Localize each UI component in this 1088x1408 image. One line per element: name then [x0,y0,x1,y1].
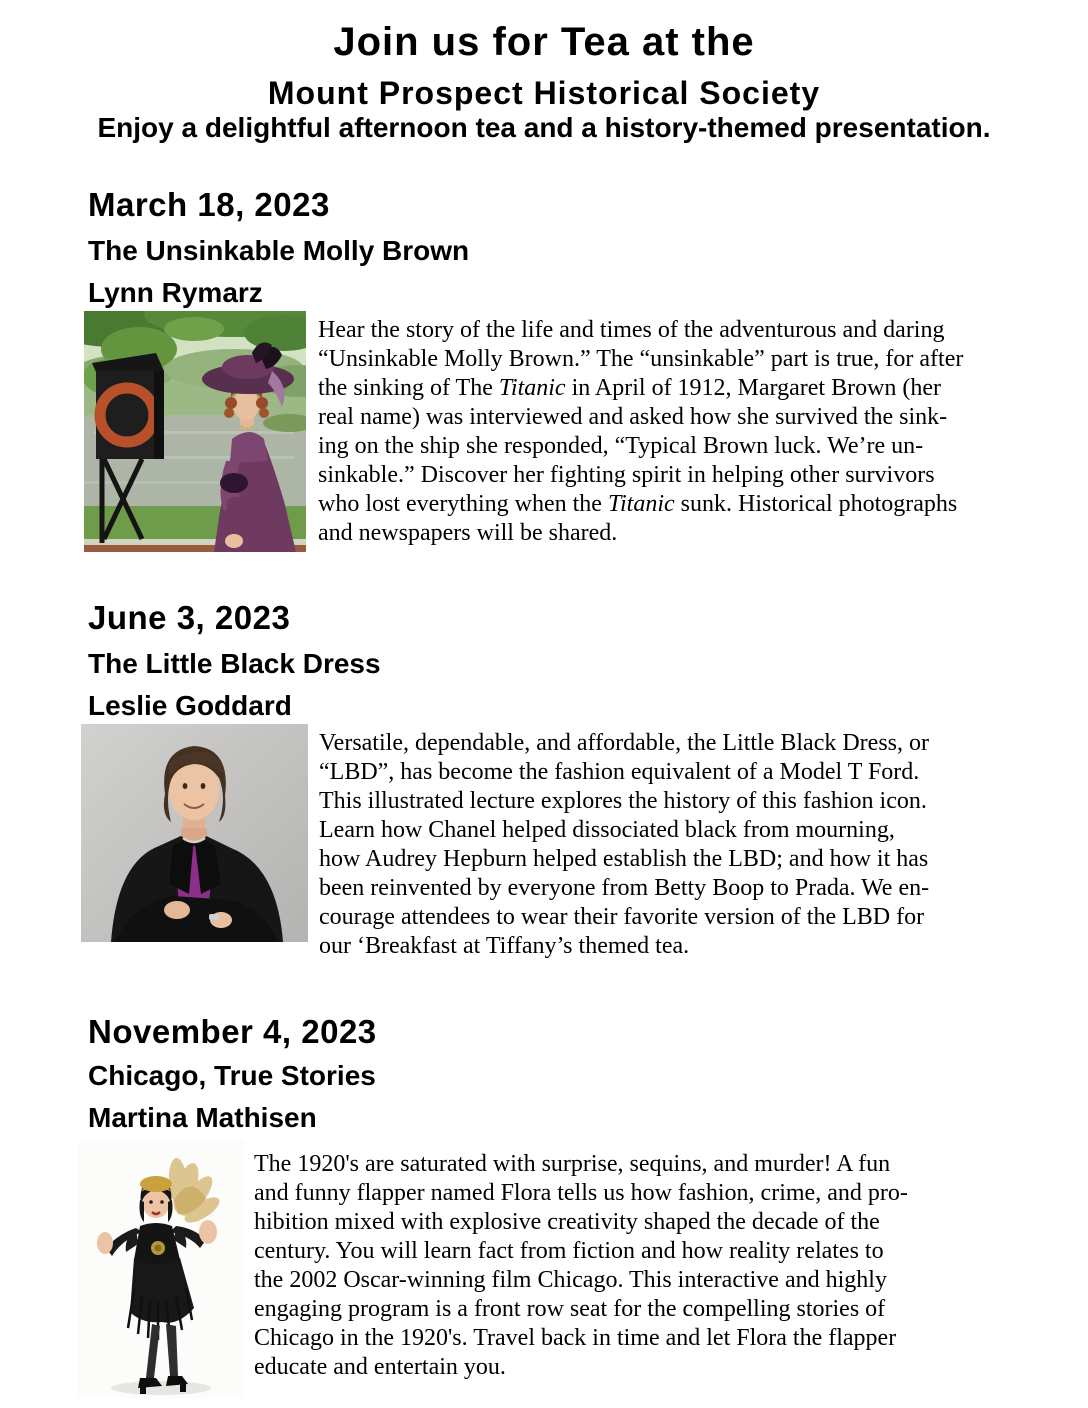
description-line: and funny flapper named Flora tells us how fashion, crime, and pro- [254,1180,908,1206]
description-line: sinkable.” Discover her fighting spirit in helping other survivors [318,462,935,488]
description-line: century. You will learn fact from fiction and how reality relates to [254,1238,884,1264]
molly-brown-photo [84,311,306,552]
description-line: our ‘Breakfast at Tiffany’s themed tea. [319,933,690,959]
description-line: hibition mixed with explosive creativity shaped the decade of the [254,1209,880,1235]
description-line: engaging program is a front row seat for the compelling stories of [254,1296,886,1322]
event-title: The Unsinkable Molly Brown [88,235,470,266]
event-speaker: Lynn Rymarz [88,277,263,308]
event-title: Chicago, True Stories [88,1060,376,1091]
description-line: Versatile, dependable, and affordable, the Little Black Dress, or [319,730,929,756]
molly-brown-photo-illustration [84,311,306,552]
description-line: who lost everything when the Titanic sunk. Historical photographs [318,491,958,517]
description-line: been reinvented by everyone from Betty Boop to Prada. We en- [319,875,930,901]
flyer-title: Join us for Tea at the [333,20,755,64]
event-date: November 4, 2023 [88,1013,377,1050]
description-line: and newspapers will be shared. [318,520,618,546]
event-description [319,729,1009,961]
description-line: the sinking of The Titanic in April of 1912, Margaret Brown (her [318,375,942,401]
description-line: The 1920's are saturated with surprise, sequins, and murder! A fun [254,1151,891,1177]
flora-flapper-photo-illustration [78,1140,245,1398]
description-line: Learn how Chanel helped dissociated black from mourning, [319,817,895,843]
description-line: “LBD”, has become the fashion equivalent of a Model T Ford. [319,759,920,785]
event-speaker: Martina Mathisen [88,1102,317,1133]
description-line: Hear the story of the life and times of the adventurous and daring [318,317,945,343]
event-description [254,1150,1004,1382]
event-title: The Little Black Dress [88,648,381,679]
event-speaker: Leslie Goddard [88,690,292,721]
leslie-goddard-photo [81,724,308,942]
description-line: real name) was interviewed and asked how she survived the sink- [318,404,948,430]
flora-flapper-photo [78,1140,245,1398]
event-description [318,316,1008,548]
event-date: March 18, 2023 [88,186,330,223]
description-line: ing on the ship she responded, “Typical Brown luck. We’re un- [318,433,924,459]
flyer-subtitle: Enjoy a delightful afternoon tea and a history-themed presentation. [97,112,991,143]
description-line: Chicago in the 1920's. Travel back in time and let Flora the flapper [254,1325,897,1351]
organization-name: Mount Prospect Historical Society [267,75,821,111]
description-line: “Unsinkable Molly Brown.” The “unsinkable” part is true, for after [318,346,964,372]
description-line: the 2002 Oscar-winning film Chicago. This interactive and highly [254,1267,887,1293]
event-date: June 3, 2023 [88,599,291,636]
description-line: This illustrated lecture explores the history of this fashion icon. [319,788,927,814]
description-line: educate and entertain you. [254,1354,506,1380]
description-line: how Audrey Hepburn helped establish the LBD; and how it has [319,846,929,872]
description-line: courage attendees to wear their favorite version of the LBD for [319,904,925,930]
leslie-goddard-photo-illustration [81,724,308,942]
